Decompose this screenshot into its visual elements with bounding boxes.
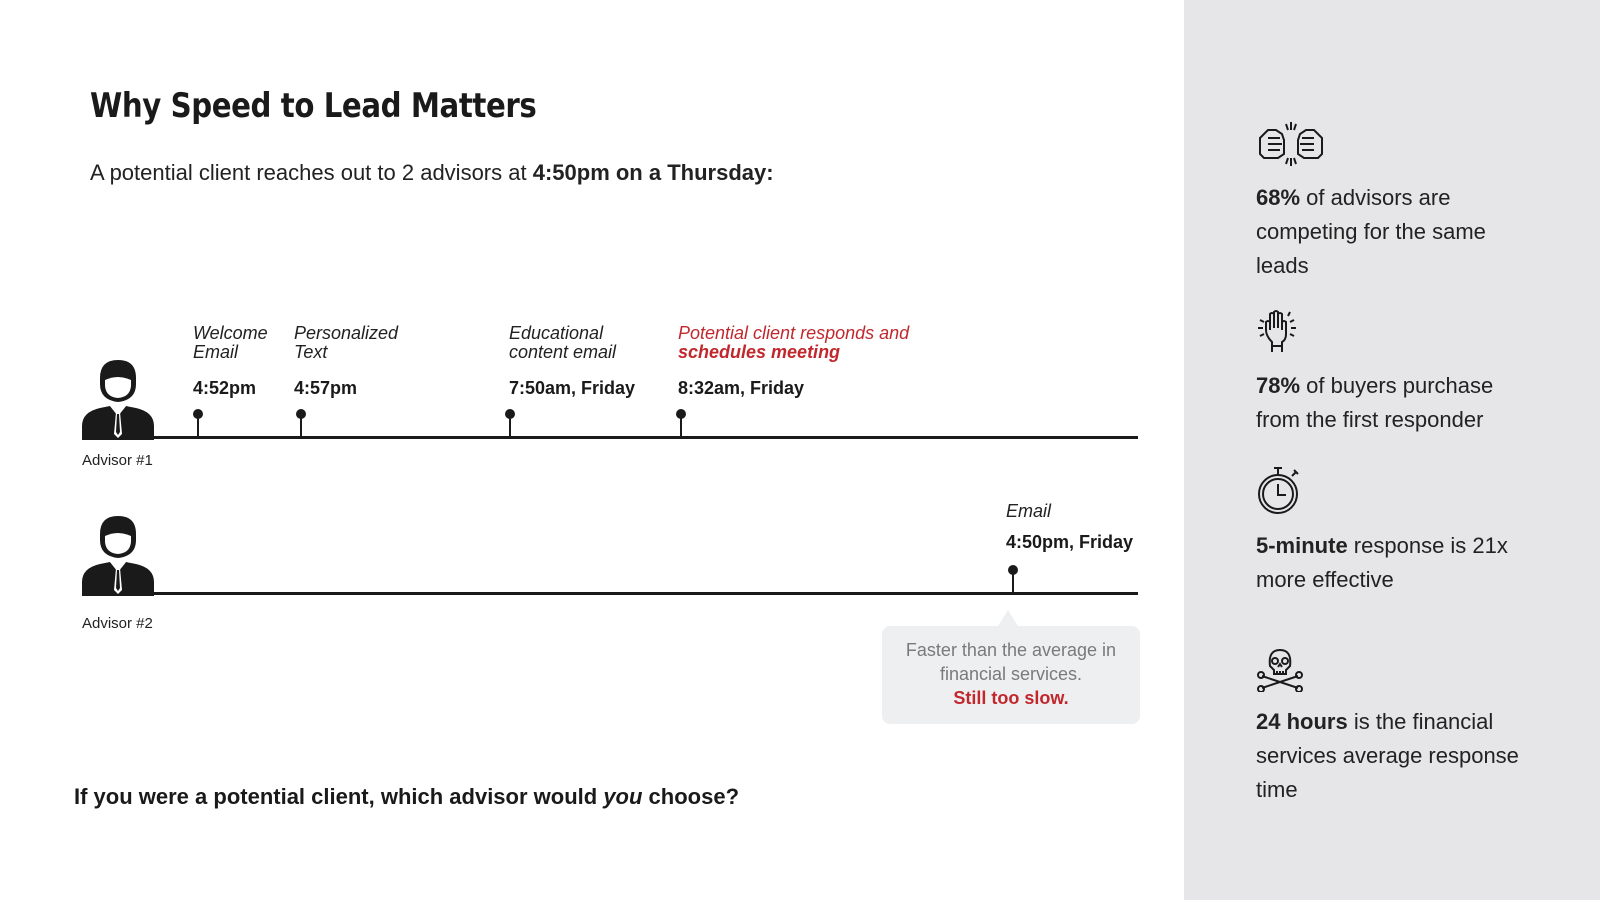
event-label xyxy=(678,324,909,362)
stat-value: 68% xyxy=(1256,185,1301,210)
timeline-marker xyxy=(300,414,302,436)
event-time: 4:57pm xyxy=(294,378,358,398)
advisor-1-timeline xyxy=(154,436,1138,439)
stat-competing xyxy=(1256,120,1536,283)
event-time: 8:32am, Friday xyxy=(678,378,805,398)
stat-value: 24 hours xyxy=(1256,709,1348,734)
question-text-end: choose? xyxy=(642,784,740,809)
stat-text xyxy=(1256,529,1536,597)
advisor-2-event-email xyxy=(1006,501,1134,552)
stopwatch-icon xyxy=(1256,464,1536,521)
event-time: 4:52pm xyxy=(193,378,257,398)
stat-description: of advisors are competing for the same leads xyxy=(1256,185,1486,278)
stat-first-responder xyxy=(1256,308,1536,437)
raised-hand-icon xyxy=(1256,308,1536,361)
subtitle xyxy=(90,160,774,186)
stat-value: 5-minute xyxy=(1256,533,1348,558)
event-time: 7:50am, Friday xyxy=(509,378,636,398)
advisor-2-label: Advisor #2 xyxy=(82,615,153,632)
callout-box xyxy=(882,626,1140,724)
advisor-1-label: Advisor #1 xyxy=(82,452,153,469)
advisor-2-timeline xyxy=(154,592,1138,595)
advisor-1-event-meeting xyxy=(678,323,910,398)
callout-line-2: financial services. xyxy=(939,664,1083,684)
stat-text xyxy=(1256,705,1536,807)
advisor-1-event-educational xyxy=(509,323,636,398)
stat-text xyxy=(1256,181,1536,283)
advisor-1-event-text xyxy=(294,323,399,398)
stat-description: response is 21x more effective xyxy=(1256,533,1508,592)
event-label: Educational content email xyxy=(509,323,617,362)
event-time: 4:50pm, Friday xyxy=(1006,532,1134,552)
subtitle-emphasis: 4:50pm on a Thursday: xyxy=(532,160,774,185)
advisor-1-event-welcome xyxy=(193,323,268,398)
stat-value: 78% xyxy=(1256,373,1301,398)
event-label-emphasis: schedules meeting xyxy=(678,342,841,362)
fist-bump-icon xyxy=(1256,120,1536,173)
skull-crossbones-icon xyxy=(1256,646,1536,697)
question-emphasis: you xyxy=(603,784,643,809)
stat-five-minute xyxy=(1256,464,1536,597)
stat-text xyxy=(1256,369,1536,437)
timeline-marker xyxy=(680,414,682,436)
subtitle-text: A potential client reaches out to 2 advisors at xyxy=(90,160,533,185)
advisor-2-avatar-icon xyxy=(80,512,156,596)
event-label: Personalized Text xyxy=(294,323,399,362)
stat-description: is the financial services average response time xyxy=(1256,709,1519,802)
event-label: Welcome Email xyxy=(193,323,268,362)
event-label: Email xyxy=(1006,501,1052,521)
timeline-marker xyxy=(197,414,199,436)
callout-line-1: Faster than the average in xyxy=(905,640,1117,660)
timeline-marker xyxy=(509,414,511,436)
timeline-marker xyxy=(1012,570,1014,592)
callout-emphasis: Still too slow. xyxy=(953,688,1069,708)
page-title: Why Speed to Lead Matters xyxy=(90,86,537,126)
closing-question xyxy=(74,784,739,810)
event-label-text: Potential client responds and xyxy=(678,323,910,343)
stat-average-response xyxy=(1256,646,1536,807)
advisor-1-avatar-icon xyxy=(80,356,156,440)
stat-description: of buyers purchase from the first responder xyxy=(1256,373,1494,432)
question-text: If you were a potential client, which advisor would xyxy=(74,784,604,809)
